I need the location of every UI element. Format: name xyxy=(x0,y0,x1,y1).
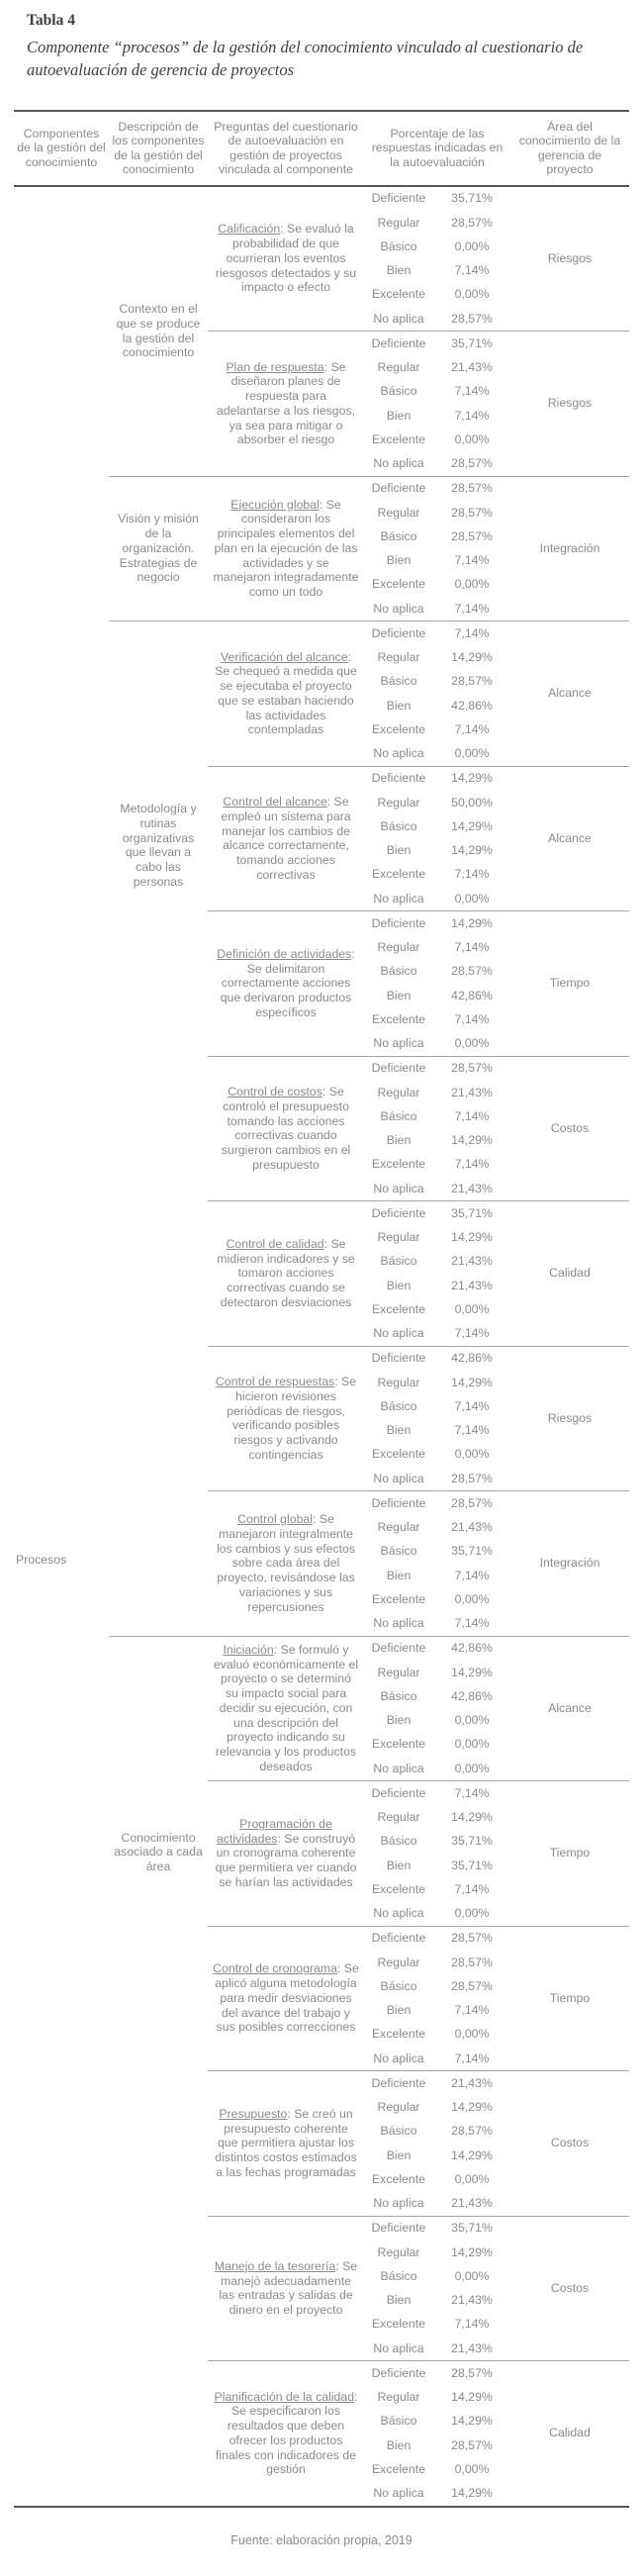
response-label: No aplica xyxy=(373,311,424,326)
response-label: Regular xyxy=(377,1810,420,1825)
response-label: No aplica xyxy=(373,1616,424,1631)
header-area: Área del conocimiento de la gerencia de proyecto xyxy=(510,111,629,186)
description-cell: Contexto en el que se produce la gestión del conocimiento xyxy=(116,302,201,360)
response-label: Básico xyxy=(380,384,417,399)
response-value: 14,29% xyxy=(451,2390,493,2405)
response-value: 14,29% xyxy=(451,843,493,858)
response-value: 28,57% xyxy=(451,2437,493,2452)
response-label: Bien xyxy=(386,2437,412,2452)
response-label: No aplica xyxy=(373,1036,424,1051)
response-value: 7,14% xyxy=(454,408,490,423)
response-value: 0,00% xyxy=(454,891,490,906)
response-value: 0,00% xyxy=(454,1737,490,1752)
response-value: 21,43% xyxy=(451,1085,493,1099)
question-term: Definición de actividades xyxy=(217,946,352,961)
autoevaluacion-table xyxy=(14,110,629,2508)
question-cell xyxy=(208,2071,364,2217)
question-cell xyxy=(208,621,364,767)
question-text: : Se empleó un sistema para manejar los cambios de alcance correctamente, tomando acciones correctivas xyxy=(221,795,351,882)
response-value: 14,29% xyxy=(451,1375,493,1389)
response-label: Bien xyxy=(386,2003,412,2018)
response-value: 0,00% xyxy=(454,577,490,592)
response-value: 14,29% xyxy=(451,2100,493,2115)
response-value: 0,00% xyxy=(454,2027,490,2042)
response-label: Básico xyxy=(380,674,417,689)
area-cell: Integración xyxy=(510,1491,629,1637)
question-term: Control de cronograma xyxy=(213,1961,337,1976)
question-text: : Se delimitaron correctamente acciones que derivaron productos específicos xyxy=(220,946,355,1019)
response-value: 14,29% xyxy=(433,911,510,936)
response-label: Excelente xyxy=(371,577,425,592)
response-value: 14,29% xyxy=(451,2244,493,2259)
response-label: No aplica xyxy=(373,1326,424,1341)
response-value: 0,00% xyxy=(454,1591,490,1606)
response-value: 14,29% xyxy=(451,2486,493,2501)
response-value: 0,00% xyxy=(454,746,490,761)
response-value: 0,00% xyxy=(454,287,490,302)
response-label: Excelente xyxy=(371,1301,425,1316)
response-label: Excelente xyxy=(371,2461,425,2476)
response-label: No aplica xyxy=(373,1906,424,1921)
response-value: 28,57% xyxy=(451,528,493,543)
table-body xyxy=(14,186,629,2507)
question-cell xyxy=(208,1636,364,1781)
question-term: Control de calidad xyxy=(226,1236,324,1251)
response-label: Bien xyxy=(386,1568,412,1582)
question-term: Programación de actividades xyxy=(216,1816,332,1846)
question-term: Calificación xyxy=(218,222,281,237)
response-label: No aplica xyxy=(373,891,424,906)
response-value: 28,57% xyxy=(451,674,493,689)
response-label: Básico xyxy=(380,1108,417,1123)
response-label: Bien xyxy=(386,408,412,423)
question-cell xyxy=(208,1346,364,1491)
response-value: 28,57% xyxy=(451,1978,493,1993)
area-cell: Tiempo xyxy=(510,911,629,1057)
area-cell: Riesgos xyxy=(547,250,593,265)
response-label: Regular xyxy=(377,1230,420,1245)
header-preguntas: Preguntas del cuestionario de autoevaluación en gestión de proyectos vinculada al componente xyxy=(208,111,364,186)
question-term: Presupuesto xyxy=(219,2106,288,2121)
question-cell xyxy=(208,766,364,911)
response-value: 0,00% xyxy=(454,2461,490,2476)
response-label: Deficiente xyxy=(371,191,426,206)
response-label: Excelente xyxy=(371,1881,425,1896)
response-value: 28,57% xyxy=(451,1471,493,1485)
response-value: 28,57% xyxy=(433,2361,510,2386)
response-label: Regular xyxy=(377,650,420,665)
response-value: 42,86% xyxy=(433,1636,510,1661)
response-label: Regular xyxy=(377,1085,420,1099)
response-value: 28,57% xyxy=(451,1955,493,1969)
response-label: No aplica xyxy=(373,746,424,761)
response-value: 7,14% xyxy=(454,2317,490,2332)
response-value: 0,00% xyxy=(454,431,490,446)
response-label: Deficiente xyxy=(364,2216,433,2241)
response-label: Básico xyxy=(380,1254,417,1269)
response-value: 0,00% xyxy=(454,1761,490,1775)
area-cell: Integración xyxy=(510,476,629,621)
response-label: Regular xyxy=(377,1665,420,1679)
response-value: 0,00% xyxy=(454,1906,490,1921)
response-value: 0,00% xyxy=(454,1036,490,1051)
response-label: Regular xyxy=(377,940,420,955)
response-label: Excelente xyxy=(371,867,425,882)
header-descripcion: Descripción de los componentes de la gestión del conocimiento xyxy=(109,111,208,186)
question-text: : Se formuló y evaluó económicamente el proyecto o se determinó su impacto social para decidir su ejecución, con una descripción del proyecto indicando su relevancia y los productos deseados xyxy=(213,1642,359,1773)
response-label: Excelente xyxy=(371,721,425,736)
response-label: Básico xyxy=(380,239,417,253)
question-text: : Se construyó un cronograma coherente que permitiera ver cuando se harían las actividades xyxy=(215,1831,357,1889)
question-cell xyxy=(208,1491,364,1637)
response-label: Bien xyxy=(386,553,412,568)
response-label: Regular xyxy=(377,360,420,375)
response-value: 0,00% xyxy=(454,1713,490,1728)
response-label: Deficiente xyxy=(364,766,433,791)
question-term: Plan de respuesta xyxy=(226,359,324,374)
response-label: Excelente xyxy=(371,431,425,446)
response-label: Deficiente xyxy=(364,332,433,356)
response-value: 21,43% xyxy=(451,2196,493,2211)
response-label: Regular xyxy=(377,795,420,810)
description-cell: Conocimiento asociado a cada área xyxy=(109,1636,208,2507)
response-value: 14,29% xyxy=(451,2414,493,2429)
response-label: Deficiente xyxy=(364,1926,433,1951)
response-label: Bien xyxy=(386,1858,412,1872)
area-cell: Costos xyxy=(510,1056,629,1201)
response-label: Excelente xyxy=(371,2027,425,2042)
area-cell: Tiempo xyxy=(510,1781,629,1927)
response-value: 21,43% xyxy=(451,2293,493,2308)
area-cell: Alcance xyxy=(510,621,629,767)
area-cell: Tiempo xyxy=(510,1926,629,2071)
question-text: : Se manejaron integralmente los cambios y sus efectos sobre cada área del proyecto, revisándose las variaciones y sus repercusiones xyxy=(216,1512,356,1614)
response-label: No aplica xyxy=(373,2196,424,2211)
response-value: 7,14% xyxy=(454,1568,490,1582)
question-text: : Se manejó adecuadamente las entradas y salidas de dinero en el proyecto xyxy=(219,2258,358,2318)
response-value: 14,29% xyxy=(451,1810,493,1825)
question-cell xyxy=(208,2216,364,2361)
response-value: 28,57% xyxy=(451,505,493,520)
response-value: 7,14% xyxy=(454,601,490,616)
response-value: 42,86% xyxy=(451,698,493,713)
question-term: Manejo de la tesorería xyxy=(214,2258,336,2273)
area-cell: Alcance xyxy=(510,766,629,911)
question-cell xyxy=(208,1926,364,2071)
question-text: : Se diseñaron planes de respuesta para adelantarse a los riesgos, ya sea para mitigar o absorber el riesgo xyxy=(216,359,356,447)
response-value: 21,43% xyxy=(451,360,493,375)
question-cell xyxy=(208,186,364,332)
question-cell xyxy=(208,911,364,1057)
response-label: Bien xyxy=(386,2293,412,2308)
question-text: : Se controló el presupuesto tomando las acciones correctivas cuando surgieron cambios en el presupuesto xyxy=(221,1085,351,1172)
question-term: Verificación del alcance xyxy=(221,649,348,664)
response-label: Deficiente xyxy=(364,621,433,646)
response-value: 50,00% xyxy=(451,795,493,810)
response-value: 7,14% xyxy=(454,1157,490,1172)
response-value: 7,14% xyxy=(454,1616,490,1631)
response-label: Bien xyxy=(386,698,412,713)
response-value: 21,43% xyxy=(451,1520,493,1535)
area-cell: Alcance xyxy=(510,1636,629,1781)
response-value: 7,14% xyxy=(454,1326,490,1341)
response-value: 14,29% xyxy=(451,2147,493,2162)
response-label: Excelente xyxy=(371,1591,425,1606)
response-label: Bien xyxy=(386,1423,412,1438)
question-text: : Se creó un presupuesto coherente que permitiera ajustar los distintos costos estimados a las fechas programadas xyxy=(215,2106,357,2179)
response-label: Deficiente xyxy=(364,2071,433,2096)
question-cell xyxy=(208,2361,364,2507)
response-value: 14,29% xyxy=(433,766,510,791)
area-cell: Riesgos xyxy=(510,332,629,477)
response-value: 28,57% xyxy=(433,1491,510,1516)
response-label: Regular xyxy=(377,2244,420,2259)
source-note: Fuente: elaboración propia, 2019 xyxy=(230,2532,413,2547)
response-value: 7,14% xyxy=(433,1781,510,1806)
response-value: 7,14% xyxy=(454,1423,490,1438)
response-value: 21,43% xyxy=(451,1181,493,1195)
response-value: 0,00% xyxy=(454,239,490,253)
area-cell: Calidad xyxy=(510,1201,629,1347)
description-cell: Visión y misión de la organización. Estrategias de negocio xyxy=(109,476,208,621)
response-value: 35,71% xyxy=(433,332,510,356)
response-label: Básico xyxy=(380,2124,417,2139)
response-value: 7,14% xyxy=(454,1011,490,1026)
table-header xyxy=(14,111,629,186)
response-label: Excelente xyxy=(371,2171,425,2186)
response-value: 35,71% xyxy=(451,1544,493,1559)
response-label: Bien xyxy=(386,1278,412,1292)
description-cell: Metodología y rutinas organizativas que llevan a cabo las personas xyxy=(109,621,208,1637)
response-value: 28,57% xyxy=(433,1926,510,1951)
response-label: Básico xyxy=(380,964,417,979)
response-value: 21,43% xyxy=(451,1254,493,1269)
response-label: No aplica xyxy=(373,2051,424,2065)
response-value: 7,14% xyxy=(454,263,490,278)
question-term: Iniciación xyxy=(223,1642,274,1657)
response-value: 14,29% xyxy=(451,1665,493,1679)
response-value: 0,00% xyxy=(454,1447,490,1462)
response-value: 42,86% xyxy=(451,1688,493,1703)
header-row xyxy=(14,111,629,186)
response-label: Bien xyxy=(386,263,412,278)
response-value: 28,57% xyxy=(433,1056,510,1081)
question-term: Control del alcance xyxy=(223,795,327,810)
response-value: 7,14% xyxy=(433,621,510,646)
response-label: Bien xyxy=(386,988,412,1002)
response-label: Bien xyxy=(386,1713,412,1728)
question-cell xyxy=(208,1201,364,1347)
response-label: Básico xyxy=(380,528,417,543)
area-cell: Riesgos xyxy=(510,1346,629,1491)
response-value: 35,71% xyxy=(433,2216,510,2241)
area-cell: Calidad xyxy=(510,2361,629,2507)
response-label: Deficiente xyxy=(364,1781,433,1806)
response-value: 14,29% xyxy=(451,1133,493,1148)
header-porcentaje: Porcentaje de las respuestas indicadas en la autoevaluación xyxy=(364,111,510,186)
question-cell xyxy=(208,476,364,621)
response-label: Excelente xyxy=(371,1157,425,1172)
response-label: Regular xyxy=(377,1955,420,1969)
question-text: : Se midieron indicadores y se tomaron acciones correctivas cuando se detectaron desviaciones xyxy=(217,1236,355,1309)
question-text: : Se aplicó alguna metodología para medir desviaciones del avance del trabajo y sus posibles correcciones xyxy=(215,1961,359,2035)
question-cell xyxy=(208,1056,364,1201)
question-cell xyxy=(208,332,364,477)
response-value: 28,57% xyxy=(451,456,493,471)
component-cell: Procesos xyxy=(16,1552,67,1567)
question-term: Control global xyxy=(237,1512,313,1527)
response-value: 14,29% xyxy=(451,1230,493,1245)
response-label: Excelente xyxy=(371,1447,425,1462)
response-label: Regular xyxy=(377,2100,420,2115)
response-value: 7,14% xyxy=(454,553,490,568)
response-label: Deficiente xyxy=(364,1346,433,1371)
question-term: Planificación de la calidad xyxy=(214,2389,355,2404)
response-label: No aplica xyxy=(373,1761,424,1775)
response-label: Deficiente xyxy=(364,2361,433,2386)
response-value: 7,14% xyxy=(454,1108,490,1123)
response-label: No aplica xyxy=(373,2340,424,2355)
response-label: Deficiente xyxy=(364,1056,433,1081)
response-value: 0,00% xyxy=(454,1301,490,1316)
response-value: 28,57% xyxy=(433,476,510,501)
response-value: 14,29% xyxy=(451,818,493,833)
area-cell: Costos xyxy=(510,2071,629,2217)
response-label: Básico xyxy=(380,1978,417,1993)
table-caption: Componente “procesos” de la gestión del conocimiento vinculado al cuestionario de autoevaluación de gerencia de proyectos xyxy=(27,38,584,79)
response-value: 7,14% xyxy=(454,721,490,736)
response-value: 7,14% xyxy=(454,940,490,955)
area-cell: Costos xyxy=(510,2216,629,2361)
response-label: Básico xyxy=(380,1834,417,1849)
response-value: 35,71% xyxy=(433,1201,510,1226)
response-value: 28,57% xyxy=(451,964,493,979)
response-label: Regular xyxy=(377,505,420,520)
question-text: : Se consideraron los principales elementos del plan en la ejecución de las actividades y se manejaron integradamente como un todo xyxy=(213,497,359,600)
response-label: Básico xyxy=(380,818,417,833)
response-label: Deficiente xyxy=(364,476,433,501)
response-label: Regular xyxy=(377,1375,420,1389)
response-value: 28,57% xyxy=(451,311,493,326)
response-label: Regular xyxy=(377,215,420,230)
response-label: Excelente xyxy=(371,287,425,302)
response-label: Básico xyxy=(380,1398,417,1413)
response-value: 14,29% xyxy=(451,650,493,665)
response-label: Bien xyxy=(386,2147,412,2162)
response-label: No aplica xyxy=(373,601,424,616)
question-cell xyxy=(208,1781,364,1927)
response-label: Regular xyxy=(377,1520,420,1535)
response-value: 21,43% xyxy=(451,1278,493,1292)
response-label: Deficiente xyxy=(364,1201,433,1226)
response-label: No aplica xyxy=(373,456,424,471)
response-value: 7,14% xyxy=(454,384,490,399)
response-label: No aplica xyxy=(373,1471,424,1485)
response-label: Excelente xyxy=(371,2317,425,2332)
response-label: Excelente xyxy=(371,1737,425,1752)
question-text: : Se chequeó a medida que se ejecutaba el proyecto que se estaban haciendo las actividades contempladas xyxy=(215,649,357,737)
response-value: 35,71% xyxy=(451,1858,493,1872)
response-value: 28,57% xyxy=(451,2124,493,2139)
response-value: 21,43% xyxy=(451,2340,493,2355)
response-value: 7,14% xyxy=(454,867,490,882)
response-label: Regular xyxy=(377,2390,420,2405)
response-label: Básico xyxy=(380,2414,417,2429)
response-label: Excelente xyxy=(371,1011,425,1026)
response-value: 7,14% xyxy=(454,2051,490,2065)
response-row xyxy=(14,186,629,211)
response-label: Deficiente xyxy=(364,911,433,936)
question-term: Ejecución global xyxy=(230,497,320,512)
response-value: 7,14% xyxy=(454,1881,490,1896)
response-value: 35,71% xyxy=(451,191,493,206)
question-term: Control de costos xyxy=(228,1085,322,1099)
response-value: 7,14% xyxy=(454,1398,490,1413)
response-label: Deficiente xyxy=(364,1636,433,1661)
response-value: 7,14% xyxy=(454,2003,490,2018)
response-value: 28,57% xyxy=(451,215,493,230)
response-label: No aplica xyxy=(373,1181,424,1195)
response-value: 0,00% xyxy=(454,2171,490,2186)
response-label: Deficiente xyxy=(364,1491,433,1516)
response-value: 21,43% xyxy=(433,2071,510,2096)
response-label: Básico xyxy=(380,1688,417,1703)
question-text: : Se evaluó la probabilidad de que ocurrieran los eventos riesgosos detectados y su impacto o efecto xyxy=(215,222,357,295)
response-value: 35,71% xyxy=(451,1834,493,1849)
question-term: Control de respuestas xyxy=(215,1375,335,1389)
response-value: 42,86% xyxy=(451,988,493,1002)
response-label: No aplica xyxy=(373,2486,424,2501)
response-value: 42,86% xyxy=(433,1346,510,1371)
table-number-title: Tabla 4 xyxy=(27,12,75,29)
header-componentes: Componentes de la gestión del conocimiento xyxy=(14,111,109,186)
response-label: Básico xyxy=(380,1544,417,1559)
response-value: 0,00% xyxy=(454,2268,490,2283)
response-label: Bien xyxy=(386,1133,412,1148)
question-text: : Se hicieron revisiones periódicas de riesgos, verificando posibles riesgos y activando contingencias xyxy=(227,1375,357,1462)
response-label: Bien xyxy=(386,843,412,858)
response-label: Básico xyxy=(380,2268,417,2283)
question-text: : Se especificaron los resultados que deben ofrecer los productos finales con indicadores de gestión xyxy=(215,2389,358,2477)
